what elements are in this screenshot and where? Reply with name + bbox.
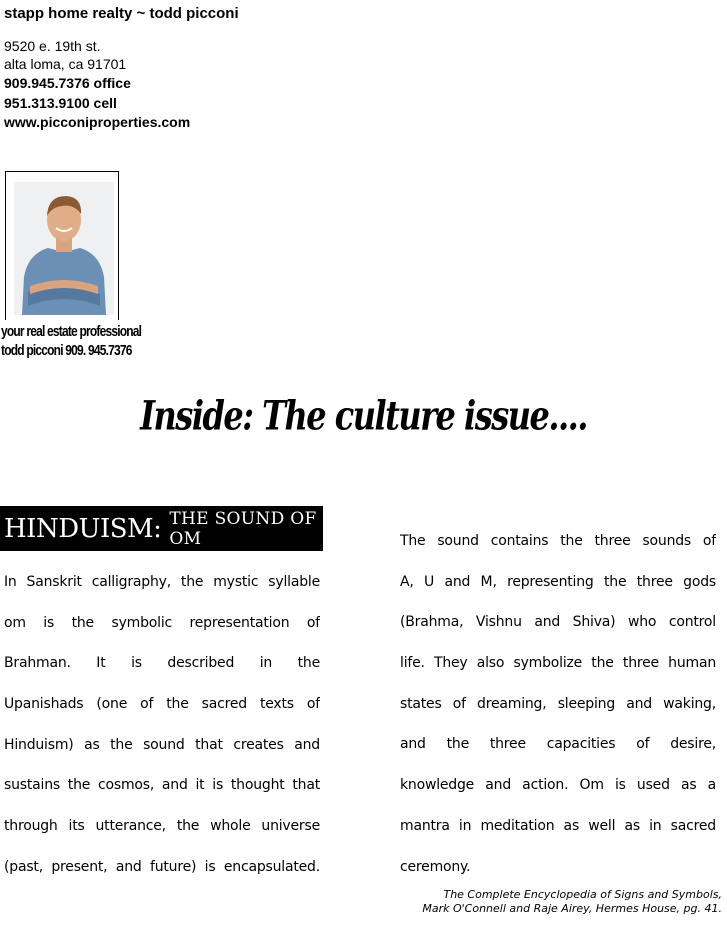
right-line: The sound contains the three sounds of bbox=[400, 533, 716, 549]
left-line: om is the symbolic representation of bbox=[4, 614, 320, 631]
right-line: A, U and M, representing the three gods bbox=[400, 573, 716, 590]
right-line: mantra in meditation as well as in sacred bbox=[400, 817, 716, 834]
heading-sub: THE SOUND OF OM bbox=[169, 508, 317, 549]
right-line: (Brahma, Vishnu and Shiva) who control bbox=[400, 614, 716, 631]
company-name: stapp home realty ~ todd picconi bbox=[4, 5, 239, 22]
left-line: through its utterance, the whole universe bbox=[4, 818, 320, 835]
right-line: life. They also symbolize the three human bbox=[400, 655, 716, 672]
citation bbox=[330, 888, 722, 916]
right-line: knowledge and action. Om is used as a bbox=[400, 777, 716, 794]
left-line: Brahman. It is described in the bbox=[4, 655, 320, 672]
left-line: Hinduism) as the sound that creates and bbox=[4, 736, 320, 753]
office-phone: 909.945.7376 office bbox=[4, 75, 131, 91]
citation-line-2: Mark O'Connell and Raje Airey, Hermes House, pg. 41. bbox=[422, 902, 722, 915]
article-heading bbox=[0, 506, 323, 551]
address-line-1: 9520 e. 19th st. bbox=[4, 38, 101, 54]
address-line-2: alta loma, ca 91701 bbox=[4, 56, 127, 72]
right-line: states of dreaming, sleeping and waking, bbox=[400, 695, 716, 712]
heading-main: HINDUISM: bbox=[4, 513, 162, 544]
photo-caption-line-1: your real estate professional bbox=[1, 322, 142, 340]
cell-phone: 951.313.9100 cell bbox=[4, 95, 117, 111]
left-line: Upanishads (one of the sacred texts of bbox=[4, 696, 320, 713]
left-column bbox=[4, 562, 320, 888]
website-link[interactable]: www.picconiproperties.com bbox=[4, 114, 191, 130]
right-line: ceremony. bbox=[400, 858, 471, 875]
agent-photo-frame bbox=[5, 171, 119, 320]
agent-photo bbox=[14, 182, 114, 315]
photo-caption-line-2: todd picconi 909. 945.7376 bbox=[1, 341, 132, 359]
inside-title: Inside: The culture issue.... bbox=[140, 392, 587, 440]
right-line: and the three capacities of desire, bbox=[400, 736, 716, 753]
right-column bbox=[400, 521, 716, 887]
left-line: In Sanskrit calligraphy, the mystic syllable bbox=[4, 574, 320, 590]
left-line: (past, present, and future) is encapsulated. bbox=[4, 858, 320, 875]
citation-line-1: The Complete Encyclopedia of Signs and Symbols, bbox=[443, 888, 722, 901]
left-line: sustains the cosmos, and it is thought that bbox=[4, 777, 320, 794]
